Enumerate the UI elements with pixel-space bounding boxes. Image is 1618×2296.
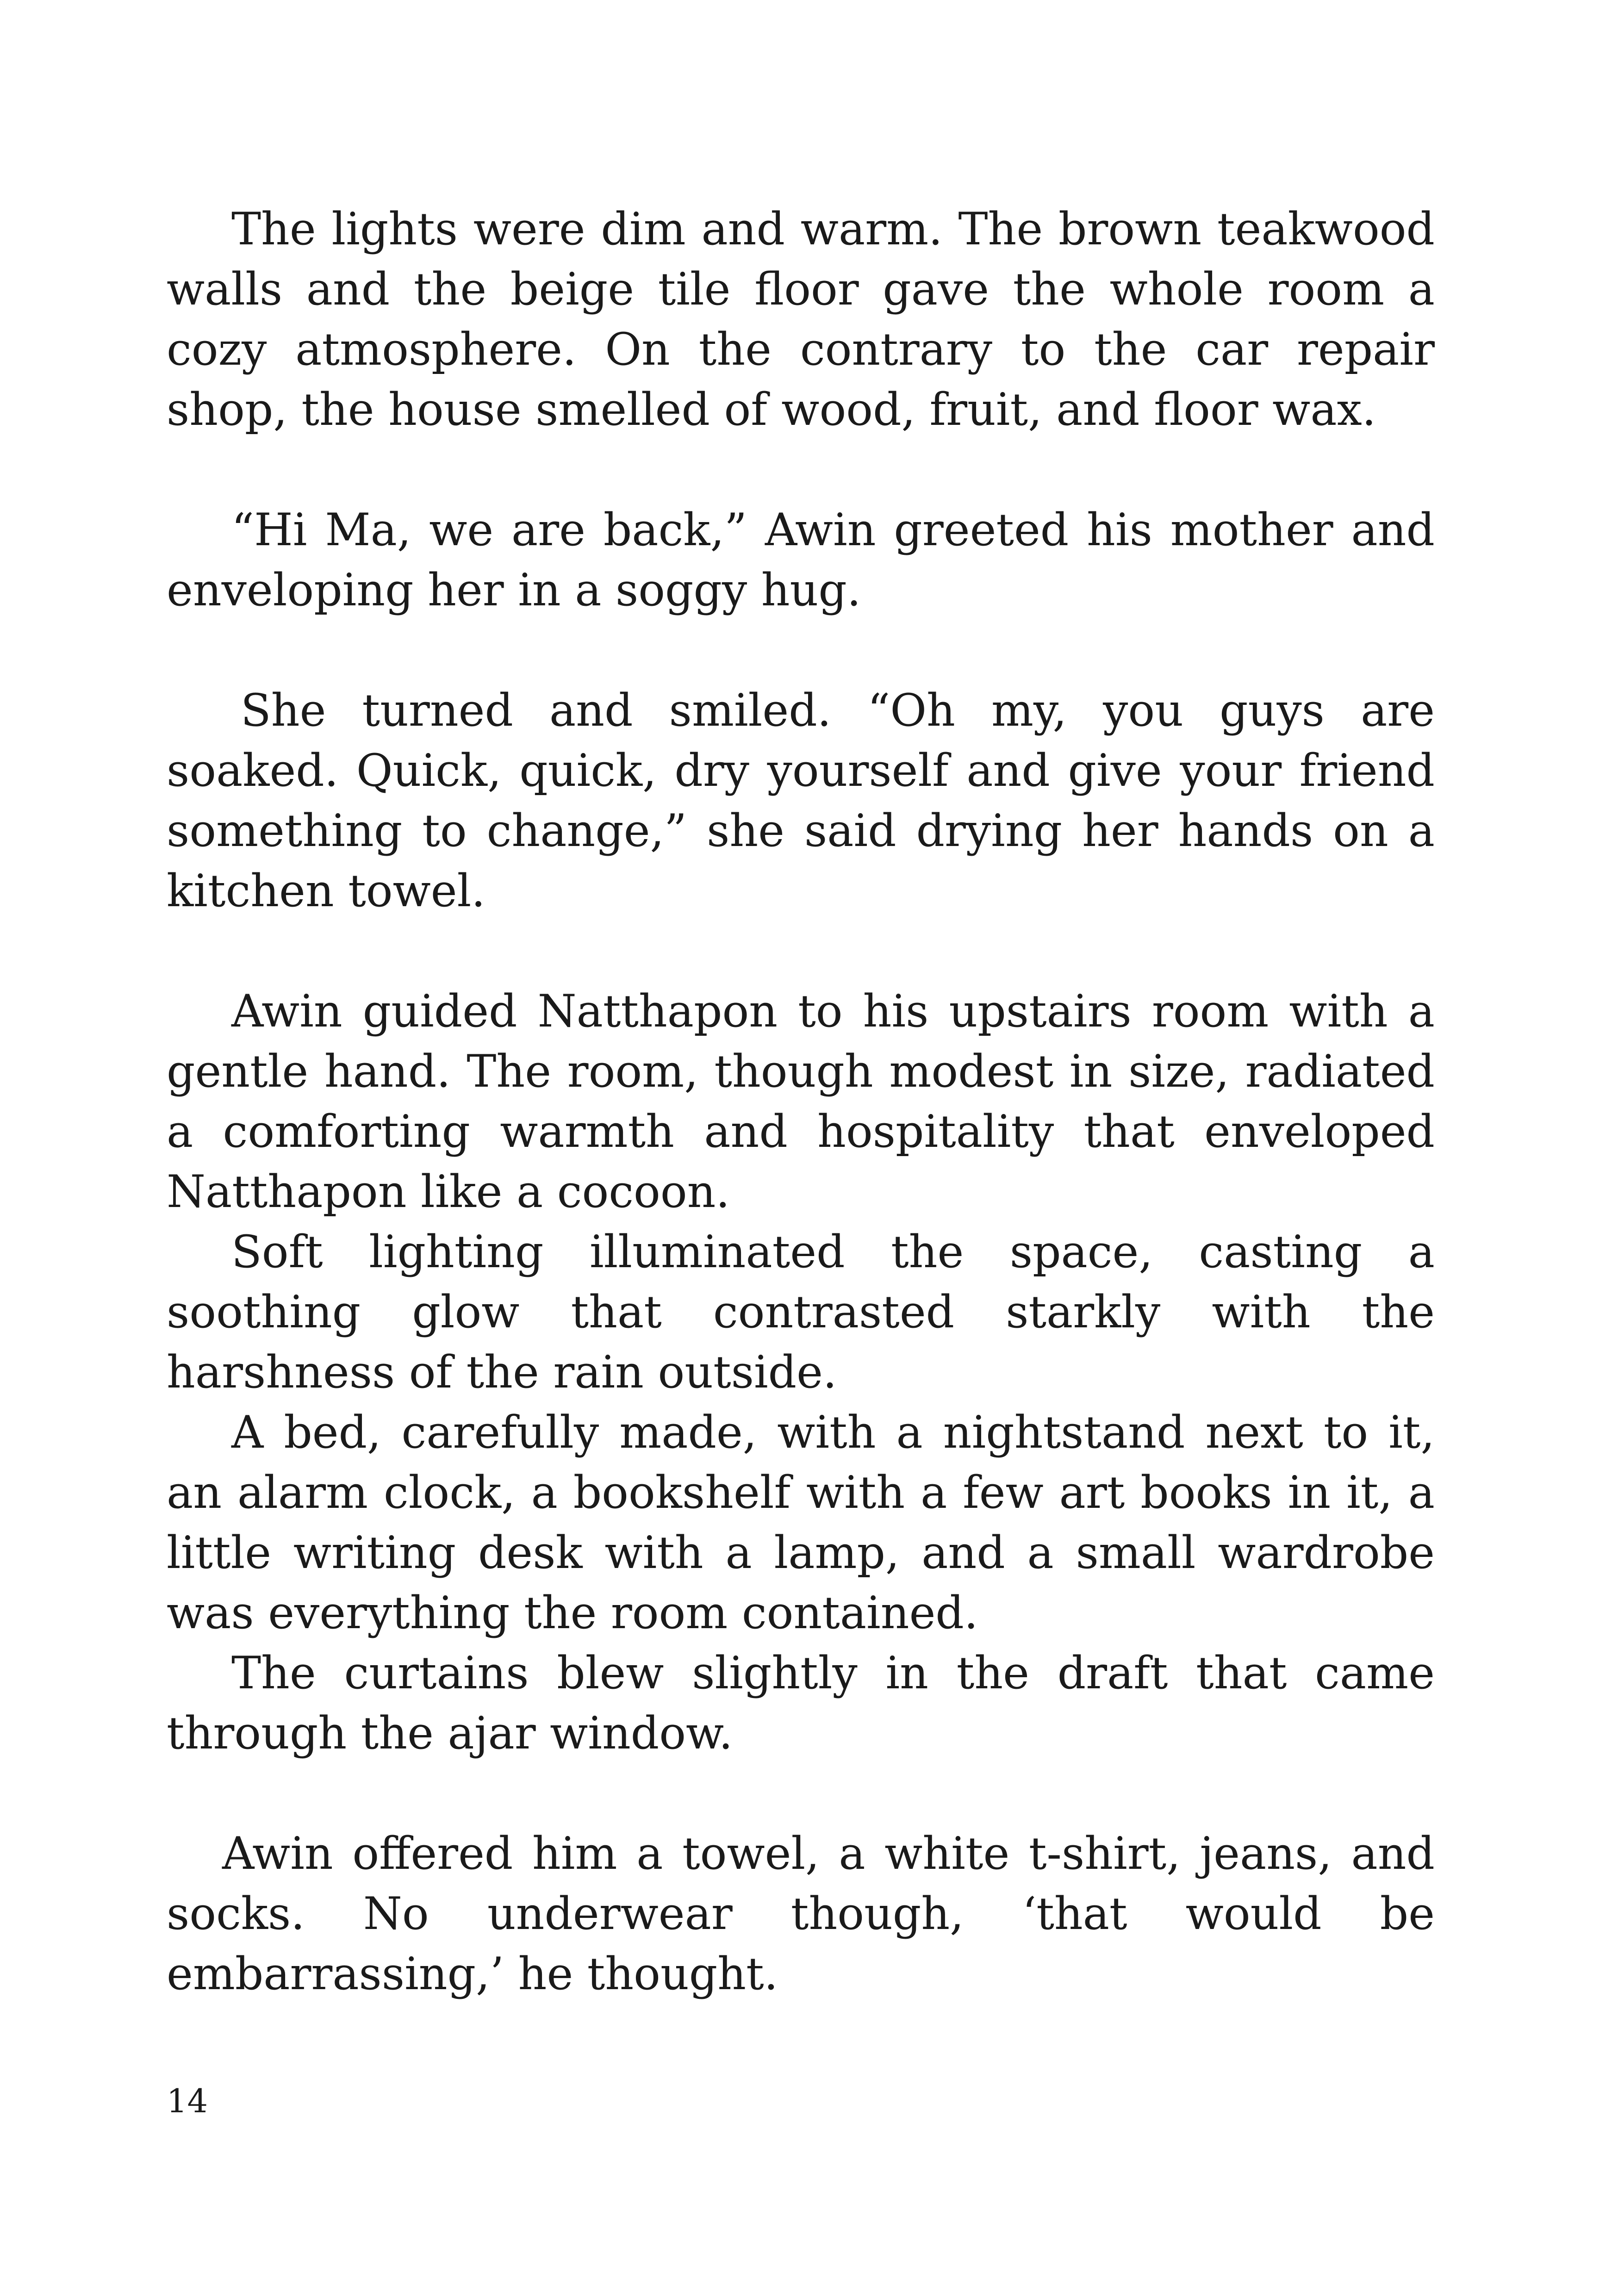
paragraph-4: Awin guided Natthapon to his upstairs room with a gentle hand. The room, though modest in size, radiated a comforting warmth and hospitality that enveloped Natthapon like a cocoon. (167, 985, 1435, 1218)
paragraph-2: “Hi Ma, we are back,” Awin greeted his mother and enveloping her in a soggy hug. (167, 504, 1435, 616)
paragraph-5: Soft lighting illuminated the space, casting a soothing glow that contrasted starkly with the harshness of the rain outside. (167, 1226, 1435, 1398)
paragraph-6: A bed, carefully made, with a nightstand next to it, an alarm clock, a bookshelf with a few art books in it, a little writing desk with a lamp, and a small wardrobe was everything the room contained. (167, 1406, 1435, 1639)
paragraph-3: She turned and smiled. “Oh my, you guys are soaked. Quick, quick, dry yourself and give your friend something to change,” she said drying her hands on a kitchen towel. (167, 684, 1435, 917)
paragraph-1: The lights were dim and warm. The brown teakwood walls and the beige tile floor gave the whole room a cozy atmosphere. On the contrary to the car repair shop, the house smelled of wood, fruit, and floor wax. (167, 203, 1435, 436)
page-number: 14 (167, 2082, 208, 2120)
paragraph-8: Awin offered him a towel, a white t-shirt, jeans, and socks. No underwear though, ‘that would be embarrassing,’ he thought. (167, 1828, 1435, 2000)
body-text (167, 199, 1435, 2004)
paragraph-7: The curtains blew slightly in the draft that came through the ajar window. (167, 1647, 1435, 1759)
